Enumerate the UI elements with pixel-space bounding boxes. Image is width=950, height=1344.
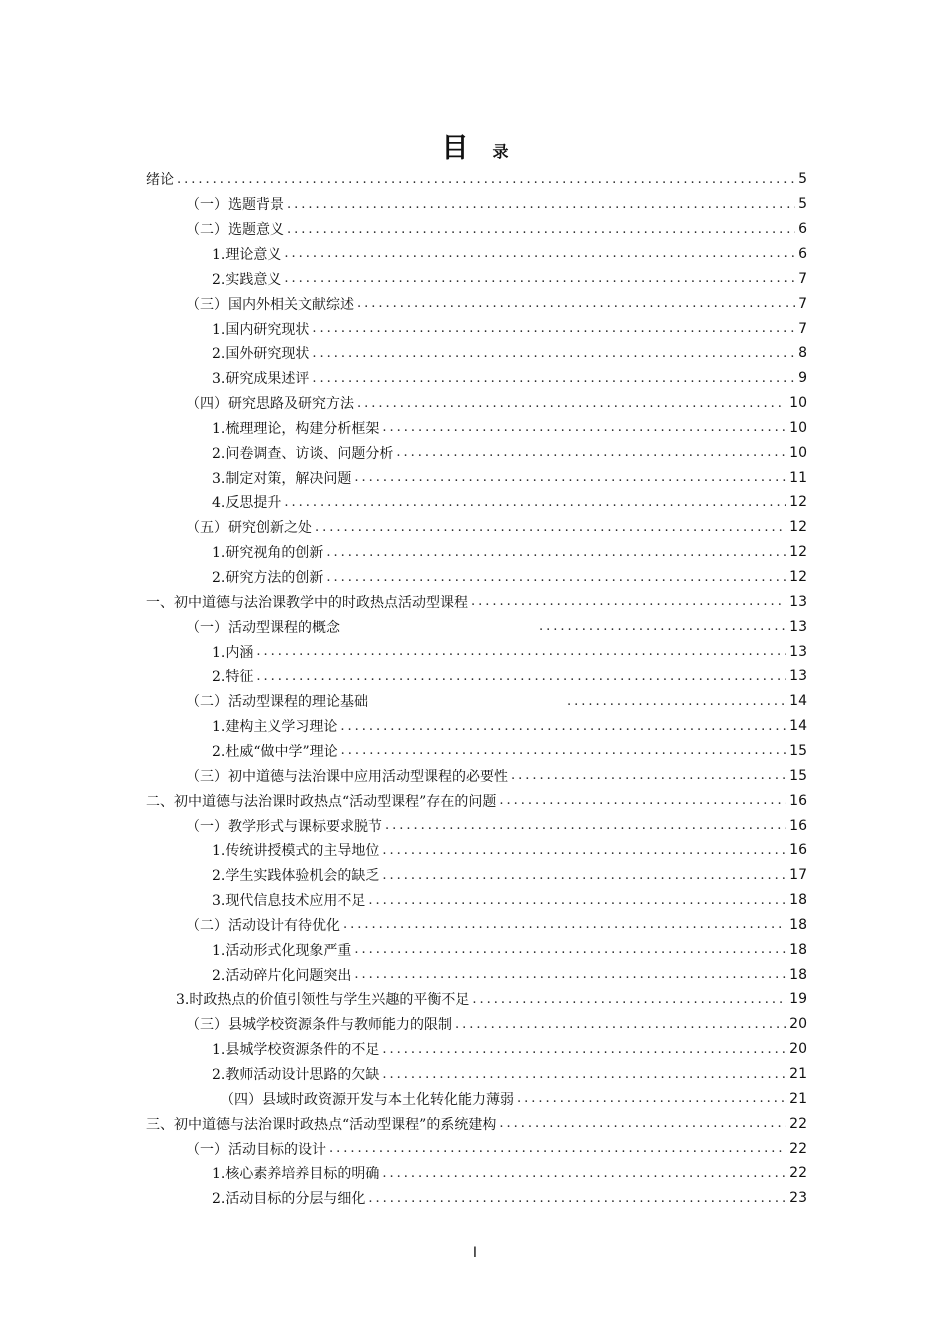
toc-entry-page: 12 xyxy=(789,544,807,561)
toc-entry[interactable] xyxy=(212,490,807,515)
toc-entry[interactable] xyxy=(146,1111,807,1136)
toc-leader-dots xyxy=(287,222,795,237)
toc-title-main: 目 xyxy=(441,133,469,164)
toc-entry-label: （一）活动型课程的概念 xyxy=(186,619,340,636)
toc-entry-label: 3.现代信息技术应用不足 xyxy=(212,893,366,910)
toc-leader-dots xyxy=(455,1017,786,1032)
toc-entry[interactable] xyxy=(212,440,807,465)
toc-entry[interactable] xyxy=(186,291,807,316)
toc-entry-label: 2.特征 xyxy=(212,669,254,686)
toc-leader-dots xyxy=(471,594,786,609)
toc-entry-page: 22 xyxy=(789,1165,807,1182)
toc-entry[interactable] xyxy=(212,366,807,391)
toc-entry-label: 2.教师活动设计思路的欠缺 xyxy=(212,1067,380,1084)
toc-entry-label: 1.活动形式化现象严重 xyxy=(212,942,352,959)
page-number: I xyxy=(472,1245,478,1261)
toc-leader-dots xyxy=(396,445,786,460)
toc-entry-label: （四）研究思路及研究方法 xyxy=(186,396,354,413)
toc-leader-dots xyxy=(256,644,786,659)
toc-entry-label: 1.梳理理论，构建分析框架 xyxy=(212,420,380,437)
toc-leader-dots xyxy=(256,669,786,684)
toc-entry[interactable] xyxy=(212,341,807,366)
toc-entry-page: 13 xyxy=(789,668,807,685)
toc-entry[interactable] xyxy=(186,1012,807,1037)
toc-leader-dots xyxy=(368,1191,786,1206)
toc-entry[interactable] xyxy=(146,788,807,813)
toc-leader-dots xyxy=(382,1067,786,1082)
toc-entry-page: 16 xyxy=(789,817,807,834)
toc-entry[interactable] xyxy=(212,962,807,987)
toc-leader-dots xyxy=(341,743,787,758)
toc-entry-label: 1.理论意义 xyxy=(212,246,282,263)
toc-leader-dots xyxy=(472,992,786,1007)
toc-entry-page: 21 xyxy=(789,1066,807,1083)
toc-leader-dots xyxy=(312,321,795,336)
toc-leader-dots xyxy=(326,545,786,560)
toc-entry-page: 14 xyxy=(789,693,807,710)
toc-leader-dots xyxy=(382,843,786,858)
toc-entry-label: 2.国外研究现状 xyxy=(212,346,310,363)
toc-entry-page: 22 xyxy=(789,1115,807,1132)
toc-leader-dots xyxy=(312,371,795,386)
toc-entry-page: 13 xyxy=(789,593,807,610)
toc-leader-dots xyxy=(382,420,786,435)
toc-entry-page: 16 xyxy=(789,842,807,859)
toc-leader-dots xyxy=(343,917,786,932)
toc-entry-label: 2.活动碎片化问题突出 xyxy=(212,967,352,984)
toc-entry-page: 6 xyxy=(798,221,807,238)
toc-entry-label: 3.时政热点的价值引领性与学生兴趣的平衡不足 xyxy=(176,992,470,1009)
toc-entry[interactable] xyxy=(212,1186,807,1211)
toc-title xyxy=(0,126,950,165)
toc-entry[interactable] xyxy=(220,1086,807,1111)
toc-leader-dots xyxy=(567,694,786,709)
toc-leader-dots xyxy=(284,246,795,261)
toc-entry[interactable] xyxy=(212,1161,807,1186)
toc-entry-label: （一）选题背景 xyxy=(186,197,284,214)
toc-leader-dots xyxy=(385,818,786,833)
toc-entry-label: 1.县城学校资源条件的不足 xyxy=(212,1042,380,1059)
toc-entry-page: 15 xyxy=(789,742,807,759)
toc-entry[interactable] xyxy=(186,1136,807,1161)
toc-entry[interactable] xyxy=(212,664,807,689)
toc-entry-label: （一）活动目标的设计 xyxy=(186,1141,326,1158)
toc-entry-label: 2.杜威“做中学”理论 xyxy=(212,743,338,760)
toc-entry-page: 20 xyxy=(789,1041,807,1058)
toc-entry-page: 18 xyxy=(789,892,807,909)
toc-entry-label: 2.实践意义 xyxy=(212,271,282,288)
toc-entry[interactable] xyxy=(212,838,807,863)
toc-entry[interactable] xyxy=(212,937,807,962)
toc-entry[interactable] xyxy=(186,614,807,639)
toc-entry-label: 1.研究视角的创新 xyxy=(212,545,324,562)
toc-leader-dots xyxy=(312,346,795,361)
toc-entry-page: 12 xyxy=(789,519,807,536)
toc-entry-label: 二、初中道德与法治课时政热点“活动型课程”存在的问题 xyxy=(146,793,497,810)
toc-entry-page: 5 xyxy=(798,171,807,188)
toc-leader-dots xyxy=(284,495,786,510)
toc-entry-label: （三）县城学校资源条件与教师能力的限制 xyxy=(186,1017,452,1034)
toc-entry-page: 10 xyxy=(789,395,807,412)
toc-entry-page: 20 xyxy=(789,1016,807,1033)
toc-entry[interactable] xyxy=(176,987,807,1012)
toc-entry[interactable] xyxy=(146,589,807,614)
toc-entry-page: 15 xyxy=(789,767,807,784)
toc-leader-dots xyxy=(368,893,786,908)
toc-leader-dots xyxy=(340,719,786,734)
toc-entry-page: 8 xyxy=(798,345,807,362)
toc-entry-label: 一、初中道德与法治课教学中的时政热点活动型课程 xyxy=(146,594,468,611)
toc-leader-dots xyxy=(177,172,795,187)
toc-entry-page: 7 xyxy=(798,270,807,287)
toc-entry-page: 11 xyxy=(789,469,807,486)
toc-entry-page: 18 xyxy=(789,966,807,983)
toc-entry[interactable] xyxy=(186,913,807,938)
toc-entry-label: （五）研究创新之处 xyxy=(186,520,312,537)
toc-entry-page: 10 xyxy=(789,419,807,436)
toc-entry-page: 6 xyxy=(798,245,807,262)
toc-entry[interactable] xyxy=(186,813,807,838)
toc-entry-page: 16 xyxy=(789,792,807,809)
toc-leader-dots xyxy=(329,1141,786,1156)
toc-entry[interactable] xyxy=(212,1037,807,1062)
toc-entry-page: 7 xyxy=(798,295,807,312)
toc-entry[interactable] xyxy=(212,540,807,565)
toc-entry[interactable] xyxy=(186,217,807,242)
toc-leader-dots xyxy=(357,396,786,411)
toc-entry[interactable] xyxy=(212,416,807,441)
toc-entry-page: 13 xyxy=(789,643,807,660)
toc-entry[interactable] xyxy=(186,689,807,714)
toc-entry-page: 22 xyxy=(789,1140,807,1157)
toc-entry[interactable] xyxy=(212,266,807,291)
toc-entry-label: （四）县域时政资源开发与本土化转化能力薄弱 xyxy=(220,1091,514,1108)
toc-entry[interactable] xyxy=(146,167,807,192)
toc-entry-label: （二）选题意义 xyxy=(186,222,284,239)
toc-entry-label: （一）教学形式与课标要求脱节 xyxy=(186,818,382,835)
toc-entry[interactable] xyxy=(212,242,807,267)
toc-leader-dots xyxy=(354,470,786,485)
toc-entry[interactable] xyxy=(186,192,807,217)
toc-leader-dots xyxy=(354,967,786,982)
toc-entry-label: 2.活动目标的分层与细化 xyxy=(212,1191,366,1208)
toc-entry[interactable] xyxy=(186,515,807,540)
toc-entry[interactable] xyxy=(186,391,807,416)
toc-leader-dots xyxy=(511,768,786,783)
toc-entry-page: 5 xyxy=(798,196,807,213)
toc-entry-label: （三）国内外相关文献综述 xyxy=(186,296,354,313)
toc-entry-label: （三）初中道德与法治课中应用活动型课程的必要性 xyxy=(186,768,508,785)
toc-leader-dots xyxy=(315,520,786,535)
toc-entry[interactable] xyxy=(212,739,807,764)
toc-entry-label: 3.制定对策，解决问题 xyxy=(212,470,352,487)
toc-leader-dots xyxy=(284,271,795,286)
toc-entry-label: 绪论 xyxy=(146,172,174,189)
toc-entry[interactable] xyxy=(212,565,807,590)
toc-entry-label: 2.研究方法的创新 xyxy=(212,570,324,587)
toc-leader-dots xyxy=(539,619,786,634)
toc-entry-page: 12 xyxy=(789,569,807,586)
toc-entry-page: 7 xyxy=(798,320,807,337)
toc-entry-page: 17 xyxy=(789,867,807,884)
toc-leader-dots xyxy=(326,570,786,585)
toc-leader-dots xyxy=(382,1042,786,1057)
toc-entry-label: 三、初中道德与法治课时政热点“活动型课程”的系统建构 xyxy=(146,1116,497,1133)
toc-entry-page: 21 xyxy=(789,1090,807,1107)
toc-entry-label: 3.研究成果述评 xyxy=(212,371,310,388)
toc-entry-label: （二）活动设计有待优化 xyxy=(186,917,340,934)
toc-entry-label: 4.反思提升 xyxy=(212,495,282,512)
toc-entry-page: 13 xyxy=(789,618,807,635)
toc-entry-label: 1.传统讲授模式的主导地位 xyxy=(212,843,380,860)
toc-entry-page: 18 xyxy=(789,941,807,958)
toc-entry-label: 1.核心素养培养目标的明确 xyxy=(212,1166,380,1183)
toc-entry-label: 1.建构主义学习理论 xyxy=(212,719,338,736)
toc-leader-dots xyxy=(354,942,786,957)
toc-leader-dots xyxy=(287,197,795,212)
toc-leader-dots xyxy=(517,1091,786,1106)
toc-entry[interactable] xyxy=(212,316,807,341)
toc-entry[interactable] xyxy=(212,1062,807,1087)
toc-entry-label: 2.学生实践体验机会的缺乏 xyxy=(212,868,380,885)
toc-entry[interactable] xyxy=(212,888,807,913)
toc-entry-page: 9 xyxy=(798,370,807,387)
toc-entry-page: 14 xyxy=(789,718,807,735)
toc-leader-dots xyxy=(499,1116,786,1131)
toc-entry-label: 1.国内研究现状 xyxy=(212,321,310,338)
toc-entry-label: 1.内涵 xyxy=(212,644,254,661)
toc-title-sub: 录 xyxy=(492,142,509,161)
toc-entry[interactable] xyxy=(186,763,807,788)
toc-entry-page: 19 xyxy=(789,991,807,1008)
toc-entry-label: （二）活动型课程的理论基础 xyxy=(186,694,368,711)
toc-entry-page: 23 xyxy=(789,1190,807,1207)
toc-leader-dots xyxy=(499,793,786,808)
toc-leader-dots xyxy=(382,868,786,883)
toc-entry[interactable] xyxy=(212,863,807,888)
toc-entry-label: 2.问卷调查、访谈、问题分析 xyxy=(212,445,394,462)
toc-leader-dots xyxy=(357,296,795,311)
toc-entry-page: 18 xyxy=(789,916,807,933)
toc-entry[interactable] xyxy=(212,639,807,664)
toc-leader-dots xyxy=(382,1166,786,1181)
toc-entry-page: 10 xyxy=(789,444,807,461)
toc-entry-page: 12 xyxy=(789,494,807,511)
toc-entry[interactable] xyxy=(212,714,807,739)
toc-entry[interactable] xyxy=(212,465,807,490)
